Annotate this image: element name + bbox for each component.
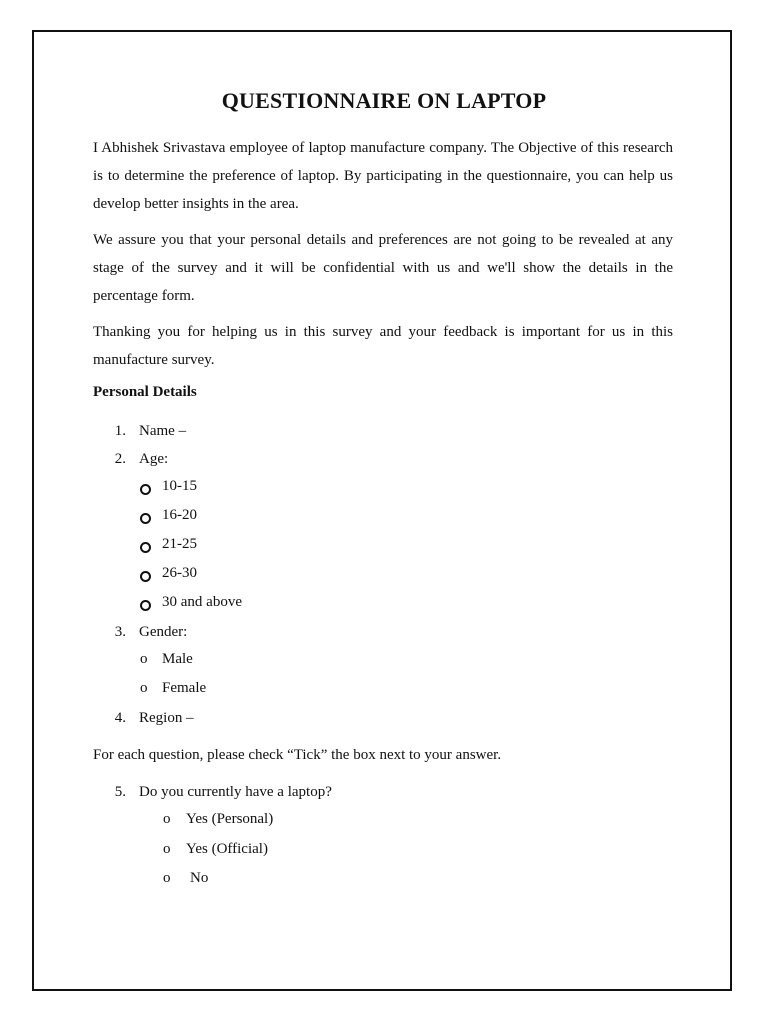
laptop-option-label: Yes (Official) xyxy=(186,841,268,857)
question-4-number: 4. xyxy=(114,710,126,726)
question-3-number: 3. xyxy=(114,624,126,640)
intro-paragraph-2: We assure you that your personal details and preferences are not going to be revealed at any stage of the survey and it will be confidential with us and we'll show the details in the percentage form. xyxy=(93,232,673,304)
question-1-number: 1. xyxy=(114,423,126,439)
gender-option-label: Female xyxy=(162,680,207,696)
question-1-text: Name – xyxy=(139,423,187,439)
circle-bullet-icon[interactable]: o xyxy=(140,680,148,696)
radio-bullet-icon[interactable] xyxy=(140,484,151,495)
circle-bullet-icon[interactable]: o xyxy=(163,811,171,827)
radio-bullet-icon[interactable] xyxy=(140,542,151,553)
age-option-label: 26-30 xyxy=(162,565,197,581)
circle-bullet-icon[interactable]: o xyxy=(163,841,171,857)
gender-option-label: Male xyxy=(162,651,193,667)
personal-details-heading: Personal Details xyxy=(93,384,197,400)
instruction-text: For each question, please check “Tick” the box next to your answer. xyxy=(93,747,502,763)
radio-bullet-icon[interactable] xyxy=(140,513,151,524)
question-4-text: Region – xyxy=(139,710,194,726)
age-option-label: 16-20 xyxy=(162,507,197,523)
question-5-text: Do you currently have a laptop? xyxy=(139,784,332,800)
circle-bullet-icon[interactable]: o xyxy=(163,870,171,886)
circle-bullet-icon[interactable]: o xyxy=(140,651,148,667)
radio-bullet-icon[interactable] xyxy=(140,600,151,611)
question-2-number: 2. xyxy=(114,451,126,467)
question-5-number: 5. xyxy=(114,784,126,800)
age-option-label: 30 and above xyxy=(162,594,242,610)
age-option-label: 21-25 xyxy=(162,536,197,552)
laptop-option-label: Yes (Personal) xyxy=(186,811,274,827)
age-option-label: 10-15 xyxy=(162,478,197,494)
document-title: QUESTIONNAIRE ON LAPTOP xyxy=(221,88,547,113)
intro-paragraph-3: Thanking you for helping us in this survey and your feedback is important for us in this manufacture survey. xyxy=(93,324,673,368)
laptop-option-label: No xyxy=(190,870,209,886)
radio-bullet-icon[interactable] xyxy=(140,571,151,582)
question-2-text: Age: xyxy=(139,451,169,467)
intro-paragraph-1: I Abhishek Srivastava employee of laptop manufacture company. The Objective of this research is to determine the preference of laptop. By participating in the questionnaire, you can help us develop better insights in the area. xyxy=(93,140,673,212)
question-3-text: Gender: xyxy=(139,624,188,640)
